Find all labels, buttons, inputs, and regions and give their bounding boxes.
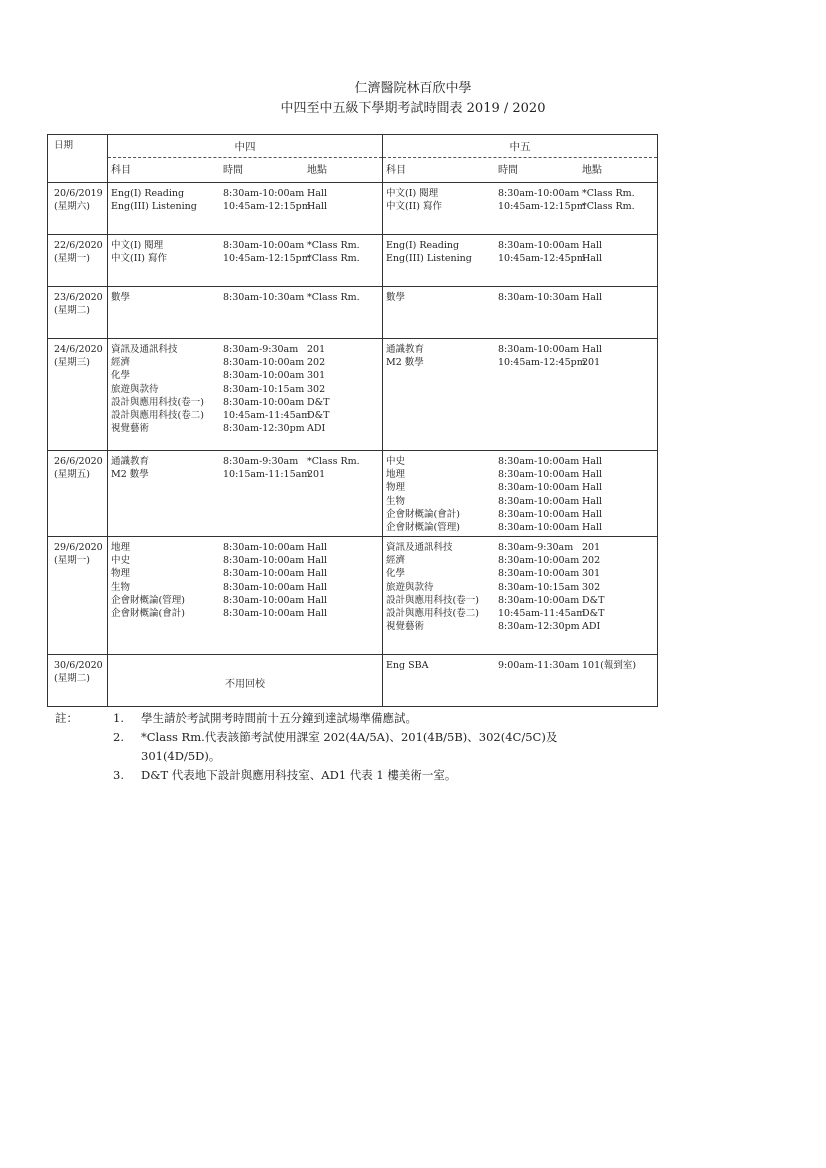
note-item (113, 766, 633, 785)
exam-time: 10:15am-11:15am (223, 469, 311, 481)
exam-subject: 旅遊與款待 (386, 581, 434, 593)
exam-time: 8:30am-10:00am (498, 495, 580, 507)
exam-location: Hall (582, 344, 603, 355)
exam-time: 8:30am-10:15am (223, 383, 305, 395)
exam-subject: 化學 (386, 568, 406, 580)
exam-time: 8:30am-10:00am (498, 555, 580, 567)
f5-exam-cell (383, 287, 658, 339)
exam-subject: 中文(I) 閱理 (111, 240, 164, 251)
exam-location: D&T (307, 410, 330, 422)
exam-entry (386, 252, 654, 265)
notes-label: 註： (55, 711, 78, 725)
exam-subject: 通識教育 (386, 344, 425, 355)
school-name: 仁濟醫院林百欣中學 (354, 81, 472, 96)
note-item (113, 728, 633, 766)
f4-col-location: 地點 (307, 165, 327, 176)
exam-subject: 地理 (111, 542, 131, 553)
exam-entry (111, 468, 379, 481)
date-cell (48, 451, 108, 537)
exam-weekday: (星期二) (54, 305, 90, 316)
exam-location: 202 (582, 555, 601, 567)
f4-exam-cell (108, 287, 383, 339)
exam-entry (111, 369, 379, 382)
exam-time: 10:45am-12:15pm (498, 201, 586, 213)
exam-subject: 數學 (386, 292, 406, 303)
exam-subject: 通識教育 (111, 456, 150, 467)
exam-subject: 資訊及通訊科技 (386, 542, 453, 553)
exam-schedule-table (47, 134, 658, 707)
exam-time: 10:45am-12:45pm (498, 357, 586, 369)
exam-location: 301 (582, 568, 601, 580)
exam-location: *Class Rm. (582, 188, 635, 199)
exam-entry (386, 200, 654, 213)
exam-entry (386, 343, 654, 356)
exam-weekday: (星期五) (54, 469, 90, 480)
exam-time: 8:30am-10:15am (498, 581, 580, 593)
note-text: *Class Rm.代表該節考試使用課室 202(4A/5A)、201(4B/5B)、302(4C/5C)及 301(4D/5D)。 (141, 730, 558, 763)
note-text: 學生請於考試開考時間前十五分鐘到達試場準備應試。 (141, 711, 417, 725)
f5-header-cell (383, 135, 658, 183)
f5-header: 中五 (383, 135, 657, 158)
exam-location: Hall (582, 456, 603, 467)
exam-time: 8:30am-10:00am (223, 594, 305, 606)
exam-subject: 設計與應用科技(卷二) (386, 608, 479, 620)
f5-col-location: 地點 (582, 165, 602, 176)
exam-subject: 視覺藝術 (111, 423, 150, 435)
exam-weekday: (星期一) (54, 555, 90, 566)
exam-subject: 中史 (111, 555, 131, 567)
page-title: 中四至中五級下學期考試時間表 2019 / 2020 (280, 101, 546, 116)
f4-col-subject: 科目 (111, 165, 131, 176)
exam-subject: 企會財概論(會計) (111, 608, 185, 620)
exam-time: 10:45am-11:45am (223, 410, 311, 422)
exam-location: Hall (307, 542, 328, 553)
exam-entry (111, 343, 379, 356)
exam-location: 202 (307, 357, 326, 369)
note-number: 1. (113, 711, 124, 725)
exam-time: 10:45am-12:45pm (498, 253, 586, 265)
exam-date: 29/6/2020 (54, 542, 103, 553)
exam-location: Hall (582, 253, 603, 265)
date-cell (48, 655, 108, 707)
date-header: 日期 (48, 135, 108, 183)
exam-date: 23/6/2020 (54, 292, 103, 303)
f4-exam-cell (108, 451, 383, 537)
exam-time: 8:30am-10:00am (223, 608, 305, 620)
exam-subject: 企會財概論(會計) (386, 508, 460, 520)
exam-subject: 經濟 (111, 357, 131, 369)
exam-entry (111, 581, 379, 594)
exam-location: 201 (307, 469, 326, 481)
f4-exam-cell (108, 183, 383, 235)
exam-location: Hall (307, 188, 328, 199)
exam-subject: 中史 (386, 456, 406, 467)
f4-header-cell (108, 135, 383, 183)
exam-subject: 經濟 (386, 555, 406, 567)
exam-entry (386, 481, 654, 494)
exam-time: 10:45am-12:15pm (223, 253, 311, 265)
exam-time: 8:30am-10:00am (498, 456, 580, 467)
exam-location: Hall (582, 240, 603, 251)
exam-location: Hall (307, 608, 328, 620)
notes-section (55, 709, 575, 785)
exam-time: 8:30am-10:00am (223, 581, 305, 593)
exam-subject: 物理 (386, 482, 406, 494)
exam-time: 8:30am-10:00am (223, 370, 305, 382)
exam-subject: 生物 (386, 495, 406, 507)
exam-time: 8:30am-9:30am (223, 344, 299, 355)
exam-time: 8:30am-12:30pm (223, 423, 305, 435)
schedule-row (48, 451, 658, 537)
exam-subject: M2 數學 (386, 357, 424, 369)
note-number: 3. (113, 768, 124, 782)
f5-col-time: 時間 (498, 165, 518, 176)
exam-entry (386, 356, 654, 369)
exam-entry (111, 455, 379, 468)
exam-time: 8:30am-10:00am (223, 357, 305, 369)
exam-subject: 企會財概論(管理) (386, 522, 460, 534)
f4-col-time: 時間 (223, 165, 243, 176)
exam-location: Hall (582, 508, 603, 520)
exam-subject: 中文(I) 閱理 (386, 188, 439, 199)
exam-time: 8:30am-10:00am (498, 344, 580, 355)
schedule-row (48, 183, 658, 235)
exam-location: 302 (307, 383, 326, 395)
exam-time: 8:30am-10:00am (498, 188, 580, 199)
exam-entry (386, 594, 654, 607)
f5-col-subject: 科目 (386, 165, 406, 176)
exam-location: ADI (582, 621, 601, 633)
exam-time: 8:30am-10:00am (498, 508, 580, 520)
exam-time: 8:30am-10:00am (498, 594, 580, 606)
exam-time: 8:30am-10:00am (498, 469, 580, 481)
note-item (113, 709, 633, 728)
exam-subject: M2 數學 (111, 469, 149, 481)
exam-entry (111, 187, 379, 200)
exam-subject: Eng(III) Listening (386, 253, 472, 265)
exam-location: *Class Rm. (307, 292, 360, 303)
exam-time: 8:30am-10:00am (223, 240, 305, 251)
schedule-row (48, 339, 658, 451)
exam-date: 30/6/2020 (54, 660, 103, 671)
exam-time: 8:30am-12:30pm (498, 621, 580, 633)
exam-location: Hall (582, 495, 603, 507)
no-school-note: 不用回校 (225, 679, 265, 690)
exam-time: 8:30am-10:00am (223, 396, 305, 408)
exam-entry (386, 521, 654, 534)
exam-entry (111, 291, 379, 304)
exam-subject: 地理 (386, 469, 406, 481)
exam-entry (386, 291, 654, 304)
exam-location: Hall (307, 555, 328, 567)
exam-subject: 旅遊與款待 (111, 383, 159, 395)
f4-exam-cell (108, 655, 383, 707)
exam-location: Hall (307, 201, 328, 213)
date-cell (48, 183, 108, 235)
f5-exam-cell (383, 235, 658, 287)
f5-exam-cell (383, 655, 658, 707)
schedule-row (48, 287, 658, 339)
exam-time: 8:30am-10:00am (223, 188, 305, 199)
note-number: 2. (113, 730, 124, 744)
f4-exam-cell (108, 235, 383, 287)
exam-subject: Eng(I) Reading (386, 240, 460, 251)
exam-date: 22/6/2020 (54, 240, 103, 251)
exam-subject: 設計與應用科技(卷二) (111, 410, 204, 422)
exam-entry (111, 356, 379, 369)
exam-location: Hall (307, 594, 328, 606)
exam-location: *Class Rm. (307, 240, 360, 251)
f4-header: 中四 (108, 135, 382, 158)
exam-entry (386, 620, 654, 633)
exam-time: 8:30am-9:30am (498, 542, 574, 553)
exam-date: 20/6/2019 (54, 188, 103, 199)
schedule-row (48, 655, 658, 707)
exam-location: D&T (582, 608, 605, 620)
exam-location: 301 (307, 370, 326, 382)
exam-entry (386, 468, 654, 481)
exam-entry (111, 383, 379, 396)
f5-exam-cell (383, 537, 658, 655)
exam-location: Hall (582, 469, 603, 481)
date-cell (48, 537, 108, 655)
exam-location: *Class Rm. (307, 253, 360, 265)
f5-exam-cell (383, 451, 658, 537)
exam-location: 201 (307, 344, 326, 355)
exam-weekday: (星期六) (54, 201, 90, 212)
exam-time: 8:30am-10:00am (223, 542, 305, 553)
exam-entry (111, 396, 379, 409)
exam-subject: 生物 (111, 581, 131, 593)
f4-exam-cell (108, 537, 383, 655)
exam-entry (111, 594, 379, 607)
exam-subject: Eng(I) Reading (111, 188, 185, 199)
exam-subject: Eng(III) Listening (111, 201, 197, 213)
exam-time: 8:30am-10:00am (223, 555, 305, 567)
exam-entry (386, 508, 654, 521)
exam-time: 8:30am-10:00am (498, 240, 580, 251)
exam-location: Hall (307, 568, 328, 580)
date-cell (48, 287, 108, 339)
date-cell (48, 339, 108, 451)
exam-subject: 化學 (111, 370, 131, 382)
exam-time: 10:45am-12:15pm (223, 201, 311, 213)
f5-exam-cell (383, 183, 658, 235)
exam-entry (111, 554, 379, 567)
exam-time: 8:30am-10:30am (498, 292, 580, 303)
exam-entry (386, 495, 654, 508)
exam-location: *Class Rm. (582, 201, 635, 213)
exam-location: 302 (582, 581, 601, 593)
exam-time: 8:30am-10:00am (498, 482, 580, 494)
exam-time: 8:30am-10:30am (223, 292, 305, 303)
exam-location: 101(報到室) (582, 660, 637, 671)
exam-time: 8:30am-10:00am (223, 568, 305, 580)
schedule-row (48, 537, 658, 655)
exam-location: 201 (582, 542, 601, 553)
exam-entry (111, 200, 379, 213)
exam-entry (386, 239, 654, 252)
exam-entry (386, 581, 654, 594)
f4-exam-cell (108, 339, 383, 451)
header-row (48, 135, 658, 183)
exam-entry (111, 422, 379, 435)
exam-entry (386, 455, 654, 468)
exam-subject: 視覺藝術 (386, 621, 425, 633)
exam-entry (111, 541, 379, 554)
exam-subject: 數學 (111, 292, 131, 303)
exam-location: D&T (307, 396, 330, 408)
exam-date: 26/6/2020 (54, 456, 103, 467)
exam-location: Hall (582, 482, 603, 494)
exam-subject: 企會財概論(管理) (111, 594, 185, 606)
exam-weekday: (星期一) (54, 253, 90, 264)
exam-entry (386, 659, 654, 672)
exam-subject: 設計與應用科技(卷一) (386, 594, 479, 606)
exam-time: 8:30am-9:30am (223, 456, 299, 467)
exam-location: D&T (582, 594, 605, 606)
exam-time: 8:30am-10:00am (498, 568, 580, 580)
exam-subject: 中文(II) 寫作 (111, 253, 167, 265)
f5-exam-cell (383, 339, 658, 451)
exam-subject: 中文(II) 寫作 (386, 201, 442, 213)
note-text: D&T 代表地下設計與應用科技室、AD1 代表 1 樓美術一室。 (141, 768, 457, 782)
exam-time: 8:30am-10:00am (498, 522, 580, 534)
exam-time: 9:00am-11:30am (498, 660, 580, 671)
exam-entry (386, 554, 654, 567)
exam-subject: 物理 (111, 568, 131, 580)
exam-entry (111, 607, 379, 620)
exam-subject: 設計與應用科技(卷一) (111, 396, 204, 408)
exam-entry (111, 239, 379, 252)
exam-location: Hall (582, 292, 603, 303)
exam-time: 10:45am-11:45am (498, 608, 586, 620)
exam-entry (111, 409, 379, 422)
exam-entry (386, 187, 654, 200)
exam-location: *Class Rm. (307, 456, 360, 467)
exam-location: Hall (582, 522, 603, 534)
exam-date: 24/6/2020 (54, 344, 103, 355)
exam-weekday: (星期三) (54, 357, 90, 368)
exam-entry (111, 252, 379, 265)
exam-entry (111, 567, 379, 580)
date-cell (48, 235, 108, 287)
exam-location: Hall (307, 581, 328, 593)
exam-entry (386, 567, 654, 580)
exam-subject: Eng SBA (386, 660, 429, 671)
exam-location: 201 (582, 357, 601, 369)
exam-entry (386, 607, 654, 620)
exam-location: ADI (307, 423, 326, 435)
exam-weekday: (星期二) (54, 673, 90, 684)
exam-subject: 資訊及通訊科技 (111, 344, 178, 355)
exam-entry (386, 541, 654, 554)
schedule-row (48, 235, 658, 287)
